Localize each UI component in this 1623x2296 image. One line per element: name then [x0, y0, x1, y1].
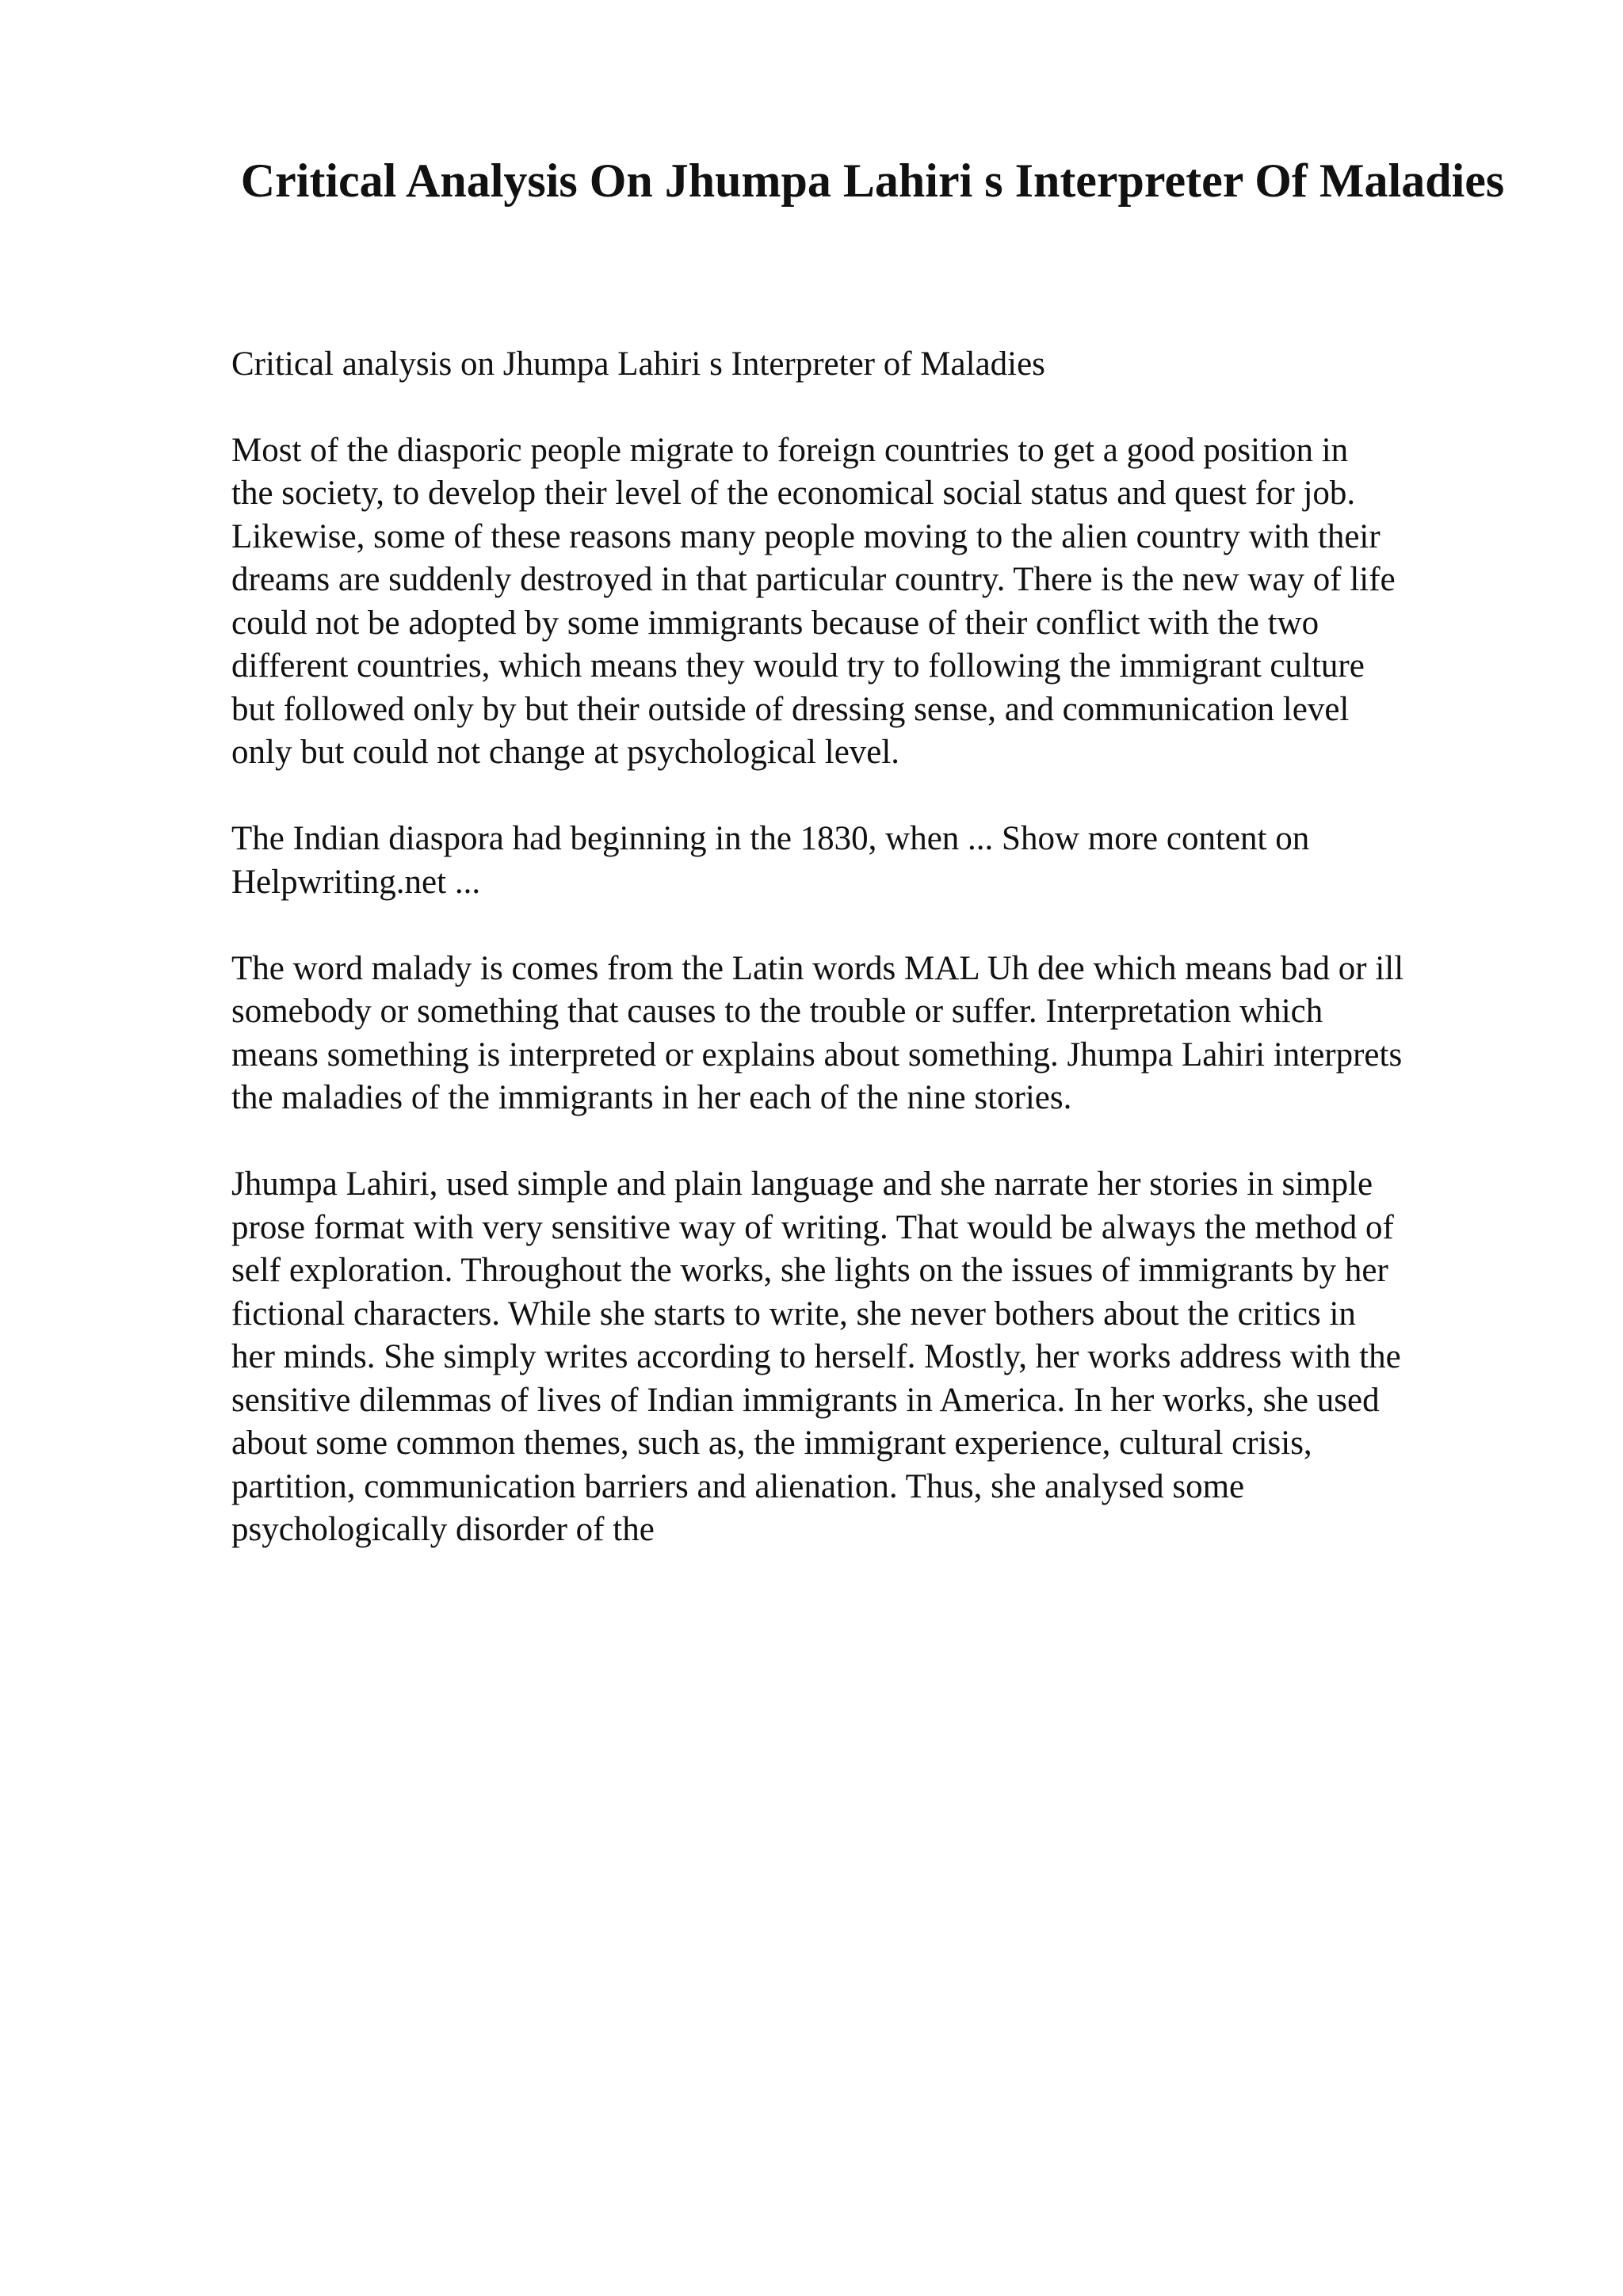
paragraph-2: The Indian diaspora had beginning in the 1830, when ... Show more content on Helpwriting.net ... [231, 820, 1310, 901]
paragraph-3: The word malady is comes from the Latin words MAL Uh dee which means bad or ill somebody or something that causes to the trouble or suffer. Interpretation which means something is interpreted or explains about something. Jhumpa Lahiri interprets the maladies of the immigrants in her each of the nine stories. [231, 949, 1404, 1116]
document-title: Critical Analysis On Jhumpa Lahiri s Interpreter Of Maladies [240, 154, 1505, 207]
paragraph-1: Most of the diasporic people migrate to foreign countries to get a good position in the society, to develop their level of the economical social status and quest for job. Likewise, some of these reasons many people moving to the alien country with their dreams are suddenly destroyed in that particular country. There is the new way of life could not be adopted by some immigrants because of their conflict with the two different countries, which means they would try to following the immigrant culture but followed only by but their outside of dressing sense, and communication level only but could not change at psychological level. [231, 431, 1396, 771]
paragraph-4: Jhumpa Lahiri, used simple and plain language and she narrate her stories in simple prose format with very sensitive way of writing. That would be always the method of self exploration. Throughout the works, she lights on the issues of immigrants by her fictional characters. While she starts to write, she never bothers about the critics in her minds. She simply writes according to herself. Mostly, her works address with the sensitive dilemmas of lives of Indian immigrants in America. In her works, she used about some common themes, such as, the immigrant experience, cultural crisis, partition, communication barriers and alienation. Thus, she analysed some psychologically disorder of the [231, 1165, 1401, 1548]
document-subtitle: Critical analysis on Jhumpa Lahiri s Interpreter of Maladies [231, 345, 1045, 383]
document-body [231, 299, 1515, 1595]
